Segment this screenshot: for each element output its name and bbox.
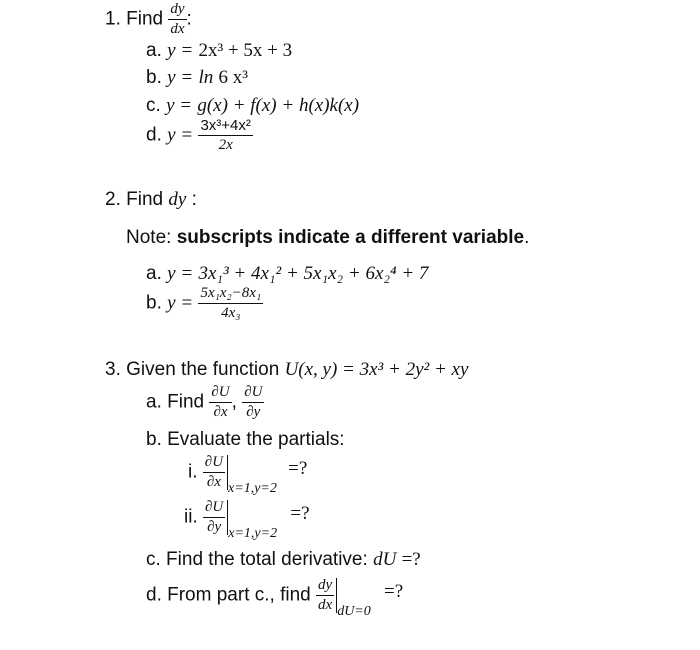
q3-b-i-label: i. — [188, 461, 198, 483]
q3-a-label: a. Find — [146, 391, 205, 413]
q3-c-expr: dU — [373, 549, 397, 570]
q1-a-lhs: y = — [167, 40, 194, 61]
q3-d-fraction — [316, 578, 334, 613]
q1-d-den: 2x — [218, 137, 233, 153]
q1-c-label: c. — [146, 95, 161, 116]
q3-d-eq: =? — [384, 580, 404, 602]
q1-c — [146, 95, 359, 117]
q1-b-ln: ln — [198, 67, 214, 88]
q3-b-i — [188, 454, 308, 496]
q3-b-i-fraction — [203, 455, 225, 490]
q3-b-label: b. Evaluate the partials: — [146, 429, 345, 450]
q3-a-partial-y — [242, 385, 264, 420]
q3-c — [146, 549, 421, 571]
q2-b-lhs: y = — [167, 292, 194, 314]
q3-b-ii-eval-bar — [203, 500, 228, 535]
q3-a-comma: , — [231, 391, 237, 413]
q2-note — [126, 227, 529, 249]
q3-heading — [105, 359, 468, 381]
q3-b-i-at: x=1,y=2 — [228, 480, 277, 496]
q1-d — [146, 118, 253, 153]
q3-b-ii-fraction — [203, 500, 225, 535]
q1-b-label: b. — [146, 67, 162, 88]
q1-a-label: a. — [146, 40, 162, 61]
q3-c-label: c. Find the total derivative: — [146, 549, 368, 570]
q1-d-lhs: y = — [167, 124, 194, 146]
q3-b-i-num: ∂U — [203, 455, 225, 473]
q2-b-fraction — [198, 286, 263, 321]
q1-d-label: d. — [146, 124, 162, 146]
q2-note-label: Note: — [126, 227, 172, 248]
q2-heading — [105, 189, 197, 211]
q2-a-rhs: 3x₁³ + 4x₁² + 5x₁x₂ + 6x₂⁴ + 7 — [198, 263, 429, 284]
q3-b-ii-den: ∂y — [207, 519, 222, 535]
q2-a-label: a. — [146, 263, 162, 284]
q1-heading — [105, 2, 192, 37]
q3-b-i-den: ∂x — [206, 474, 221, 490]
q3-c-eq: =? — [401, 549, 421, 570]
q3-b-i-eval-bar — [203, 455, 228, 490]
q3-d-num: dy — [316, 578, 334, 596]
q1-derivative — [168, 2, 186, 37]
q2-b-den: 4x₃ — [221, 305, 241, 321]
q1-d-fraction — [198, 118, 252, 153]
q2-label: 2. Find — [105, 189, 164, 210]
q1-b — [146, 67, 248, 89]
q2-b-label: b. — [146, 292, 162, 314]
q3-a-partial-x — [209, 385, 231, 420]
q3-b-ii-num: ∂U — [203, 500, 225, 518]
q1-derivative-den: dx — [170, 21, 185, 37]
q3-d-at: dU=0 — [337, 603, 371, 619]
q1-a-rhs: 2x³ + 5x + 3 — [198, 40, 293, 61]
q1-label: 1. Find — [105, 8, 164, 30]
q1-b-lhs: y = — [167, 67, 194, 88]
q3-b — [146, 429, 345, 451]
q3-a-d2: ∂y — [246, 404, 261, 420]
q3-a-n1: ∂U — [209, 385, 231, 403]
q3-function: U(x, y) = 3x³ + 2y² + xy — [284, 359, 469, 380]
q3-d-den: dx — [318, 597, 333, 613]
q3-a-d1: ∂x — [213, 404, 228, 420]
q2-a-lhs: y = — [167, 263, 194, 284]
q3-label: 3. Given the function — [105, 359, 280, 380]
q1-derivative-num: dy — [168, 2, 186, 20]
q2-b-num: 5x₁x₂−8x₁ — [198, 286, 263, 304]
q1-c-lhs: y = — [166, 95, 193, 116]
q2-a — [146, 263, 428, 285]
q3-a — [146, 385, 264, 420]
q3-d-eval-bar — [316, 578, 337, 613]
q3-d-label: d. From part c., find — [146, 584, 311, 606]
q3-b-i-eq: =? — [288, 457, 308, 479]
q2-dy: dy — [168, 189, 187, 210]
q1-b-rhs: 6 x³ — [218, 67, 248, 88]
q2-note-bold: subscripts indicate a different variable — [176, 227, 525, 248]
q1-d-num: 3x³+4x² — [200, 117, 251, 134]
q2-note-end: . — [524, 227, 530, 248]
q3-d — [146, 577, 404, 619]
q2-colon: : — [191, 189, 197, 210]
q3-b-ii — [184, 499, 310, 541]
q3-b-ii-label: ii. — [184, 506, 198, 528]
q1-c-rhs: g(x) + f(x) + h(x)k(x) — [197, 95, 360, 116]
q1-colon: : — [186, 8, 192, 30]
q2-b — [146, 286, 263, 321]
q3-b-ii-eq: =? — [290, 502, 310, 524]
q3-a-n2: ∂U — [242, 385, 264, 403]
q1-a — [146, 40, 292, 62]
q3-b-ii-at: x=1,y=2 — [228, 525, 278, 541]
